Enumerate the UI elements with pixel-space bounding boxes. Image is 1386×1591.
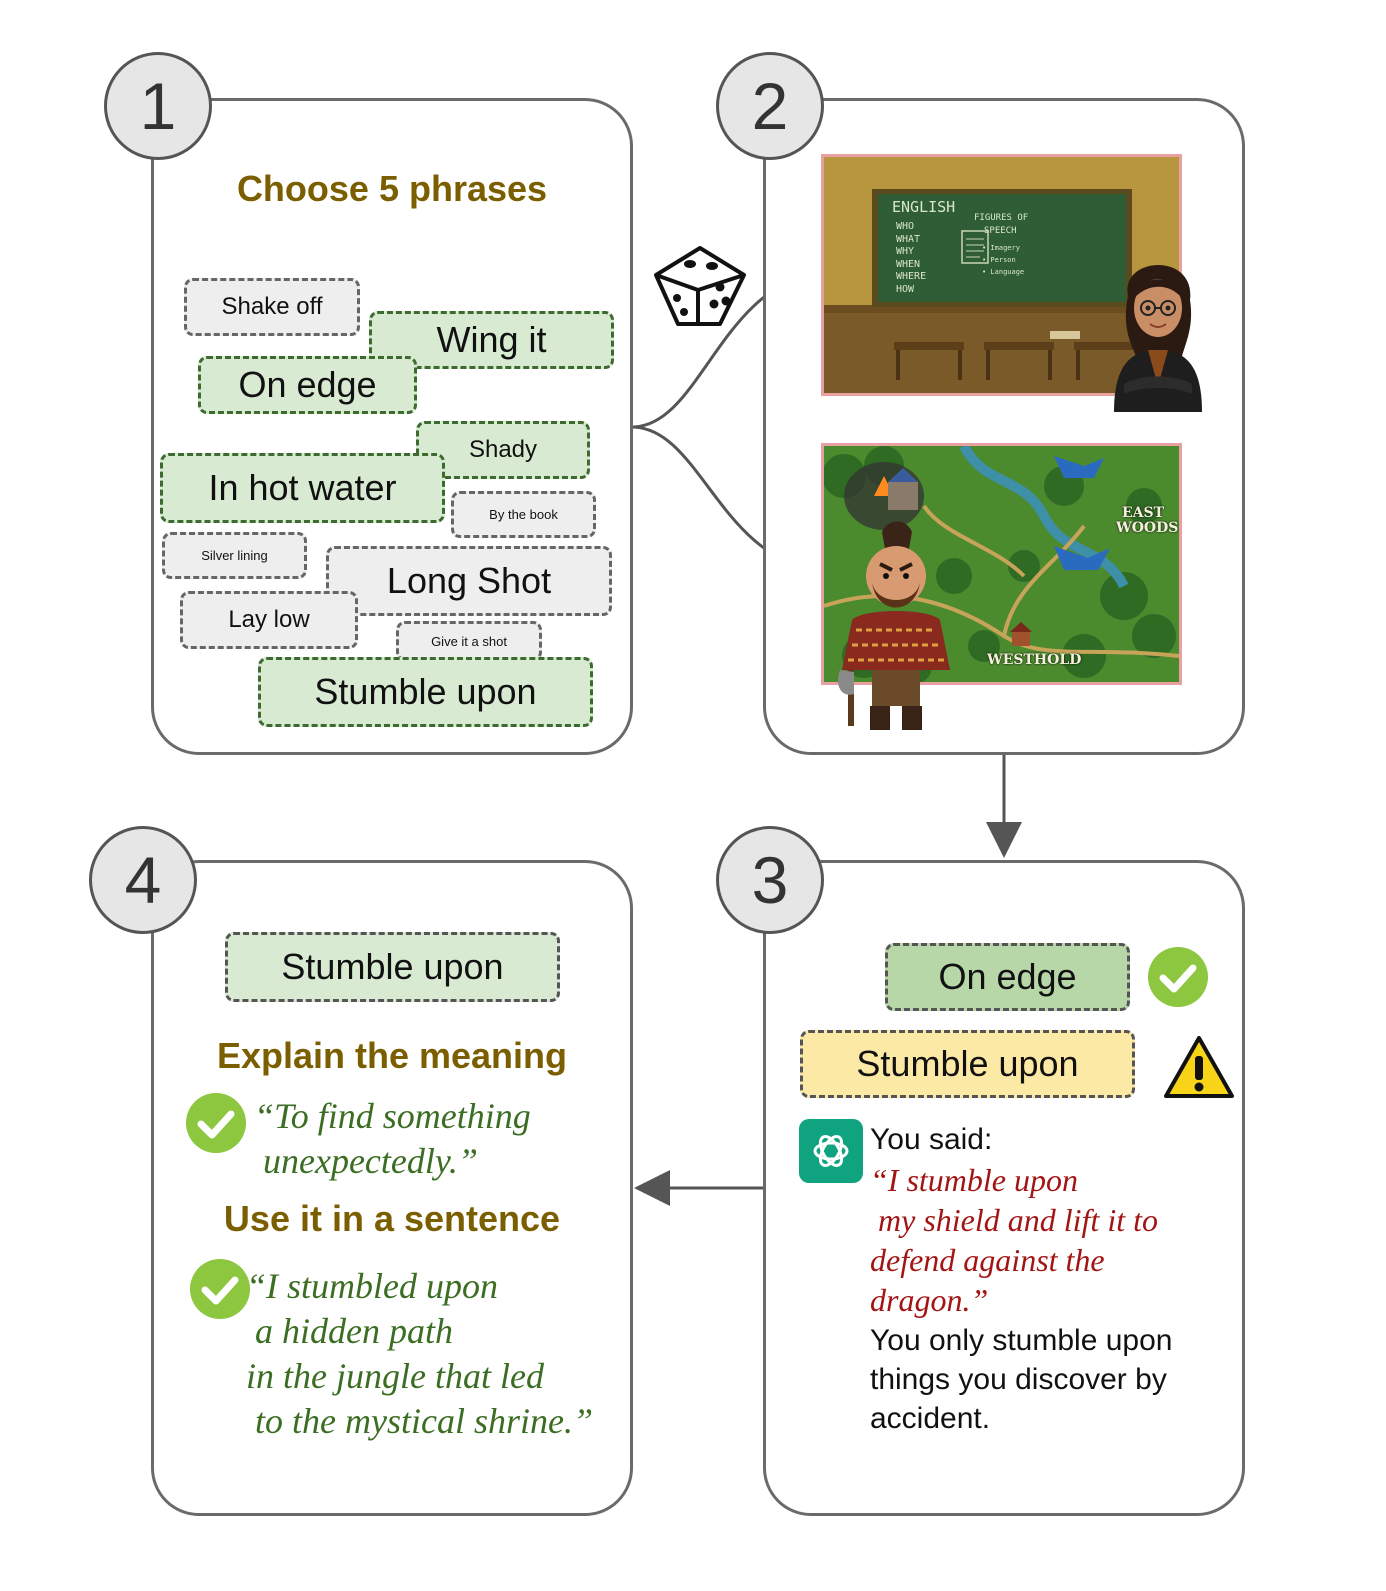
map-label-east-2: WOODS (1116, 520, 1179, 536)
map-label-westhold: WESTHOLD (987, 652, 1082, 668)
phrase-chip-silver-lining[interactable]: Silver lining (162, 532, 307, 579)
board-title: ENGLISH (892, 198, 956, 216)
use-in-sentence-title: Use it in a sentence (223, 1198, 561, 1239)
phrase-chip-stumble-upon[interactable]: Stumble upon (258, 657, 593, 727)
board-item: WHY (896, 246, 915, 257)
meaning-text: “To find something unexpectedly.” (254, 1096, 531, 1181)
warning-icon (1163, 1034, 1235, 1100)
board-list (896, 221, 926, 296)
chatgpt-logo-icon (799, 1119, 863, 1183)
board-item: HOW (896, 283, 915, 295)
you-said-label: You said: (870, 1123, 993, 1156)
dice-icon (650, 240, 750, 332)
map-label-east-1: EAST (1122, 505, 1165, 521)
phrase-chip-in-hot-water[interactable]: In hot water (160, 453, 445, 523)
explain-meaning-title: Explain the meaning (216, 1035, 568, 1076)
board-figures-title-2: SPEECH (984, 226, 1017, 236)
figures-item: • Language (982, 268, 1025, 276)
board-item: WHEN (896, 258, 921, 270)
board-item: WHERE (896, 271, 927, 282)
step-number-3: 3 (716, 826, 824, 934)
teacher-character (1110, 246, 1206, 412)
board-figures-list (982, 242, 1024, 278)
phrase-chip-lay-low[interactable]: Lay low (180, 591, 358, 649)
board-figures-title-1: FIGURES OF (974, 213, 1029, 223)
figures-item: • Person (982, 256, 1016, 264)
feedback-text: You only stumble upon things you discover by accident. (870, 1324, 1173, 1435)
phrase-chip-shady[interactable]: Shady (416, 421, 590, 479)
phrase-chip-on-edge-correct: On edge (885, 943, 1130, 1011)
figures-item: • Imagery (982, 244, 1020, 252)
check-icon (185, 1092, 247, 1154)
phrase-chip-stumble-upon-warning: Stumble upon (800, 1030, 1135, 1098)
phrase-chip-long-shot[interactable]: Long Shot (326, 546, 612, 616)
check-icon (189, 1258, 251, 1320)
step-number-1: 1 (104, 52, 212, 160)
step-number-4: 4 (89, 826, 197, 934)
phrase-chip-stumble-upon-selected: Stumble upon (225, 932, 560, 1002)
phrase-chip-give-it-a-shot[interactable]: Give it a shot (396, 621, 542, 661)
example-sentence: “I stumbled upon a hidden path in the jungle that led to the mystical shrine.” (246, 1266, 593, 1441)
phrase-chip-wing-it[interactable]: Wing it (369, 311, 614, 369)
phrase-chip-shake-off[interactable]: Shake off (184, 278, 360, 336)
phrase-chip-on-edge[interactable]: On edge (198, 356, 417, 414)
phrase-chip-by-the-book[interactable]: By the book (451, 491, 596, 538)
board-item: WHAT (896, 233, 921, 245)
board-item: WHO (896, 221, 915, 232)
user-sentence: “I stumble upon my shield and lift it to defend against the dragon.” (870, 1162, 1158, 1318)
panel1-title: Choose 5 phrases (236, 168, 548, 209)
step-number-2: 2 (716, 52, 824, 160)
check-icon (1147, 946, 1209, 1008)
warrior-character (832, 520, 960, 738)
